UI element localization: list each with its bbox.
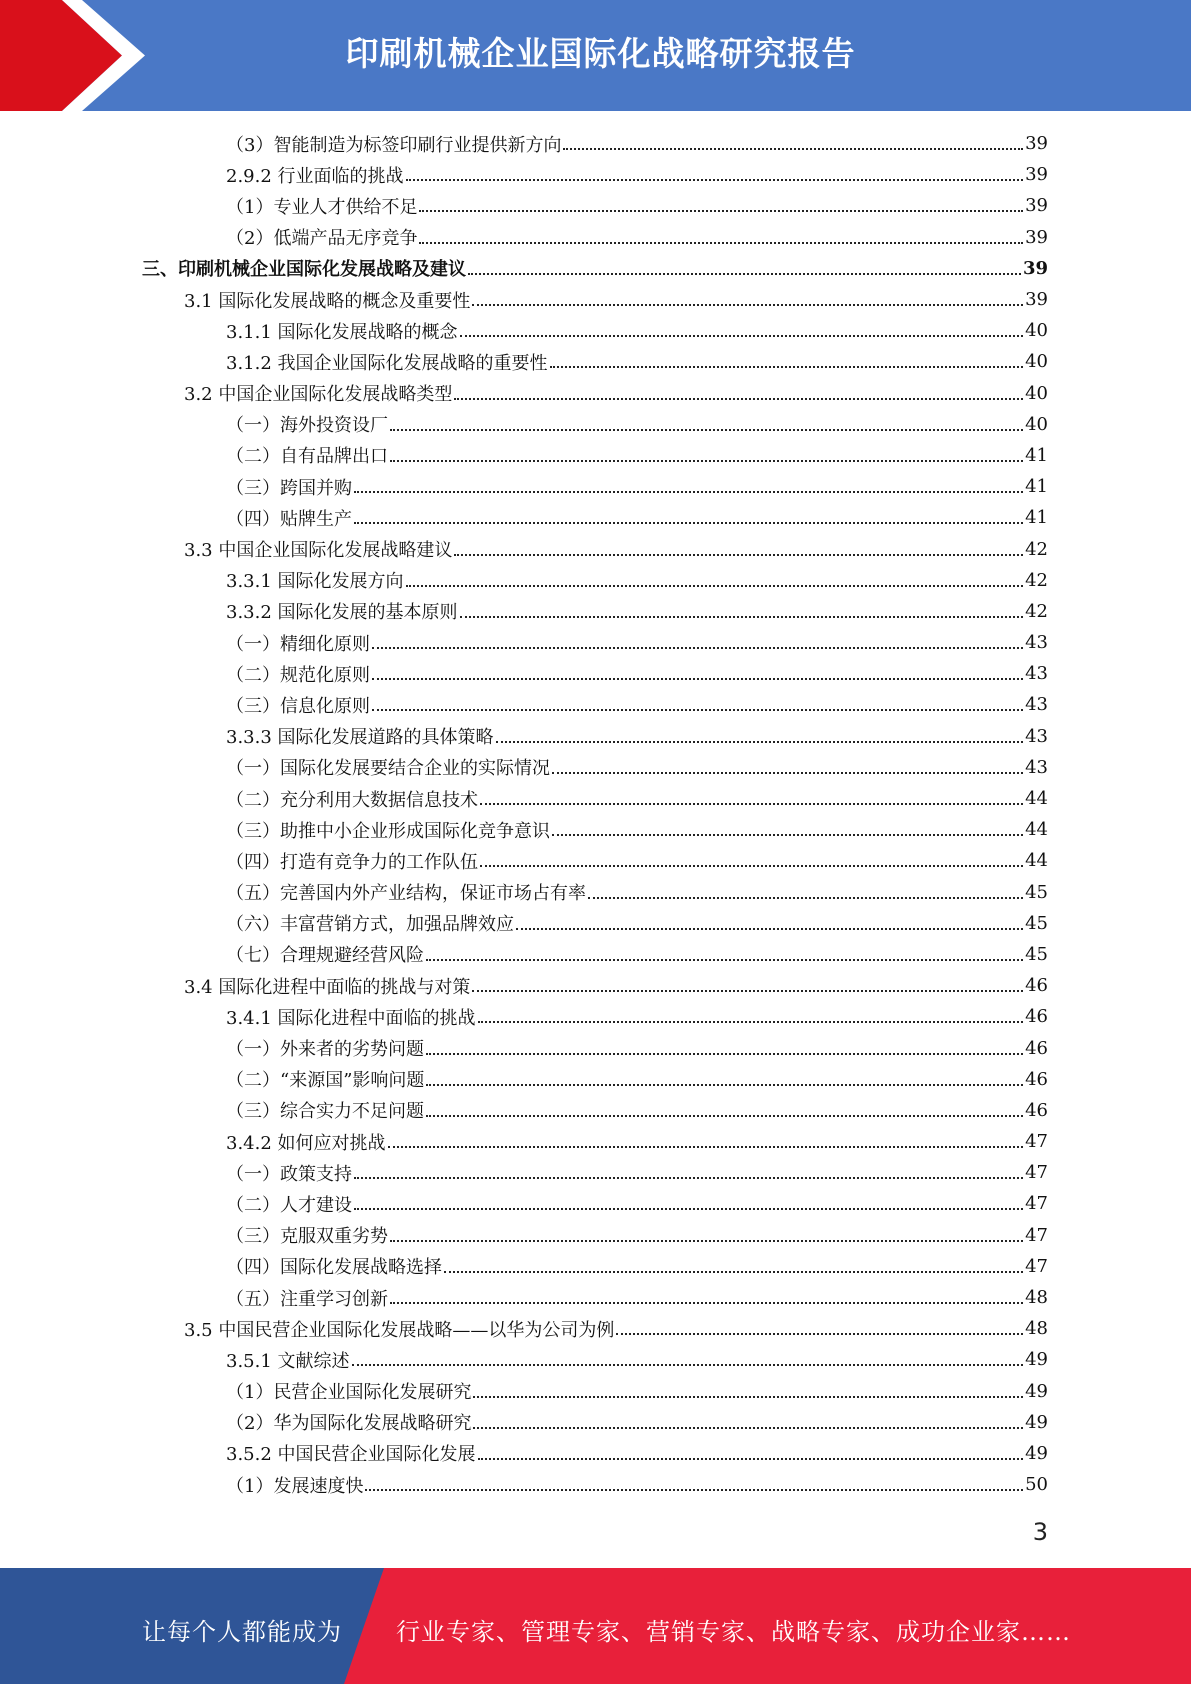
toc-entry-label: （六）丰富营销方式，加强品牌效应 (226, 914, 514, 936)
toc-entry-page-number: 47 (1025, 1162, 1048, 1184)
toc-entry-page-number: 48 (1025, 1287, 1048, 1309)
toc-entry-label: （2）华为国际化发展战略研究 (226, 1413, 472, 1435)
page-number: 3 (1032, 1518, 1048, 1546)
toc-entry-page-number: 39 (1025, 195, 1048, 217)
toc-dot-leader (460, 615, 1024, 618)
toc-dot-leader (588, 896, 1023, 899)
toc-entry-page-number: 43 (1025, 725, 1048, 747)
toc-entry-label: （3）智能制造为标签印刷行业提供新方向 (226, 134, 562, 156)
toc-entry-page-number: 46 (1025, 1068, 1048, 1090)
toc-entry[interactable] (226, 159, 1048, 190)
toc-entry-page-number: 46 (1025, 1006, 1048, 1028)
toc-entry[interactable] (226, 1251, 1048, 1282)
toc-entry-label: （一）海外投资设厂 (226, 415, 388, 437)
toc-dot-leader (460, 334, 1024, 337)
toc-dot-leader (419, 241, 1023, 244)
toc-entry-page-number: 40 (1025, 413, 1048, 435)
toc-entry[interactable] (226, 1188, 1048, 1219)
toc-entry[interactable] (226, 502, 1048, 533)
page-footer (0, 1568, 1191, 1684)
toc-dot-leader (454, 553, 1023, 556)
toc-entry-page-number: 46 (1025, 1099, 1048, 1121)
toc-dot-leader (372, 708, 1023, 711)
toc-entry[interactable] (226, 128, 1048, 159)
toc-entry-label: 3.5.2 中国民营企业国际化发展 (226, 1444, 476, 1466)
toc-entry-page-number: 40 (1025, 351, 1048, 373)
toc-entry-label: 3.2 中国企业国际化发展战略类型 (184, 384, 453, 406)
toc-entry[interactable] (184, 284, 1048, 315)
toc-dot-leader (419, 209, 1023, 212)
toc-entry[interactable] (226, 190, 1048, 221)
toc-entry-label: 3.1 国际化发展战略的概念及重要性 (184, 290, 471, 312)
table-of-contents (0, 128, 1191, 1500)
toc-entry-page-number: 42 (1025, 569, 1048, 591)
toc-entry-page-number: 43 (1025, 663, 1048, 685)
toc-entry[interactable] (226, 1407, 1048, 1438)
toc-dot-leader (354, 1207, 1023, 1210)
toc-dot-leader (552, 771, 1023, 774)
toc-entry-page-number: 49 (1025, 1442, 1048, 1464)
toc-entry-page-number: 40 (1025, 320, 1048, 342)
toc-dot-leader (516, 927, 1023, 930)
toc-entry-label: 3.1.2 我国企业国际化发展战略的重要性 (226, 352, 548, 374)
toc-entry[interactable] (226, 908, 1048, 939)
toc-entry[interactable] (226, 440, 1048, 471)
toc-dot-leader (480, 802, 1023, 805)
toc-entry-page-number: 42 (1025, 538, 1048, 560)
toc-dot-leader (472, 303, 1023, 306)
toc-dot-leader (473, 1395, 1023, 1398)
toc-entry[interactable] (142, 253, 1048, 284)
toc-entry[interactable] (226, 565, 1048, 596)
report-title: 印刷机械企业国际化战略研究报告 (345, 34, 856, 73)
toc-dot-leader (426, 1114, 1023, 1117)
toc-entry-label: （二）规范化原则 (226, 664, 370, 686)
toc-entry-label: （一）精细化原则 (226, 633, 370, 655)
toc-dot-leader (472, 989, 1023, 992)
toc-entry-page-number: 47 (1025, 1131, 1048, 1153)
toc-entry-page-number: 44 (1025, 819, 1048, 841)
toc-entry-label: 3.4 国际化进程中面临的挑战与对策 (184, 976, 471, 998)
toc-entry-page-number: 49 (1025, 1380, 1048, 1402)
toc-entry[interactable] (226, 1157, 1048, 1188)
toc-entry[interactable] (226, 845, 1048, 876)
toc-entry-page-number: 50 (1025, 1474, 1048, 1496)
toc-dot-leader (444, 1270, 1023, 1273)
toc-dot-leader (478, 1457, 1024, 1460)
toc-entry-page-number: 43 (1025, 756, 1048, 778)
toc-entry-label: （一）外来者的劣势问题 (226, 1039, 424, 1061)
toc-entry[interactable] (226, 596, 1048, 627)
toc-dot-leader (426, 1052, 1023, 1055)
toc-entry[interactable] (184, 1313, 1048, 1344)
toc-entry-page-number: 39 (1025, 289, 1048, 311)
toc-entry-page-number: 41 (1025, 507, 1048, 529)
toc-entry[interactable] (226, 1282, 1048, 1313)
toc-dot-leader (473, 1426, 1023, 1429)
toc-dot-leader (390, 1239, 1023, 1242)
toc-dot-leader (426, 958, 1023, 961)
toc-dot-leader (354, 490, 1023, 493)
toc-entry-page-number: 45 (1025, 943, 1048, 965)
toc-entry-label: （二）充分利用大数据信息技术 (226, 789, 478, 811)
toc-entry-page-number: 41 (1025, 476, 1048, 498)
toc-entry-label: （五）完善国内外产业结构，保证市场占有率 (226, 883, 586, 905)
toc-entry[interactable] (184, 533, 1048, 564)
toc-entry[interactable] (226, 689, 1048, 720)
toc-entry-label: （二）人才建设 (226, 1194, 352, 1216)
toc-entry-page-number: 46 (1025, 1037, 1048, 1059)
toc-entry[interactable] (226, 939, 1048, 970)
toc-entry[interactable] (226, 1064, 1048, 1095)
toc-entry-page-number: 39 (1025, 133, 1048, 155)
toc-entry-label: （二）自有品牌出口 (226, 446, 388, 468)
toc-entry-label: 3.3 中国企业国际化发展战略建议 (184, 540, 453, 562)
toc-entry-page-number: 39 (1025, 226, 1048, 248)
toc-entry[interactable] (226, 222, 1048, 253)
toc-dot-leader (388, 1145, 1024, 1148)
toc-entry[interactable] (226, 627, 1048, 658)
toc-entry-page-number: 41 (1025, 444, 1048, 466)
toc-entry[interactable] (226, 1095, 1048, 1126)
toc-entry[interactable] (226, 1220, 1048, 1251)
page-header (0, 0, 1191, 111)
toc-entry[interactable] (226, 721, 1048, 752)
toc-entry-page-number: 40 (1025, 382, 1048, 404)
toc-entry-label: （一）政策支持 (226, 1163, 352, 1185)
toc-entry-page-number: 49 (1025, 1349, 1048, 1371)
toc-entry-page-number: 44 (1025, 850, 1048, 872)
toc-entry-label: （三）助推中小企业形成国际化竞争意识 (226, 820, 550, 842)
toc-entry-page-number: 39 (1022, 257, 1048, 279)
toc-entry-label: （五）注重学习创新 (226, 1288, 388, 1310)
toc-dot-leader (454, 397, 1023, 400)
toc-entry-page-number: 47 (1025, 1193, 1048, 1215)
toc-dot-leader (390, 459, 1023, 462)
toc-entry[interactable] (226, 1469, 1048, 1500)
toc-dot-leader (616, 1332, 1023, 1335)
toc-entry-label: （四）国际化发展战略选择 (226, 1257, 442, 1279)
toc-entry[interactable] (226, 814, 1048, 845)
toc-dot-leader (550, 365, 1024, 368)
toc-dot-leader (480, 864, 1023, 867)
toc-entry-page-number: 39 (1025, 164, 1048, 186)
toc-entry-label: （四）贴牌生产 (226, 508, 352, 530)
toc-dot-leader (390, 1301, 1023, 1304)
toc-entry-label: （三）信息化原则 (226, 695, 370, 717)
toc-entry[interactable] (226, 1344, 1048, 1375)
toc-entry-label: （三）克服双重劣势 (226, 1226, 388, 1248)
toc-entry-label: 3.3.2 国际化发展的基本原则 (226, 602, 458, 624)
toc-dot-leader (372, 646, 1023, 649)
toc-dot-leader (563, 147, 1023, 150)
toc-dot-leader (496, 740, 1024, 743)
toc-entry-page-number: 44 (1025, 788, 1048, 810)
toc-dot-leader (365, 1488, 1023, 1491)
toc-entry[interactable] (226, 1032, 1048, 1063)
toc-entry-label: 3.5 中国民营企业国际化发展战略——以华为公司为例 (184, 1319, 615, 1341)
toc-entry-label: （三）跨国并购 (226, 477, 352, 499)
toc-entry-label: 3.4.1 国际化进程中面临的挑战 (226, 1007, 476, 1029)
toc-entry-page-number: 45 (1025, 881, 1048, 903)
toc-entry[interactable] (226, 315, 1048, 346)
toc-entry-label: （七）合理规避经营风险 (226, 945, 424, 967)
toc-entry-page-number: 48 (1025, 1318, 1048, 1340)
toc-dot-leader (354, 521, 1023, 524)
toc-entry[interactable] (226, 409, 1048, 440)
toc-dot-leader (426, 1083, 1023, 1086)
toc-dot-leader (354, 1176, 1023, 1179)
toc-entry-label: 3.3.3 国际化发展道路的具体策略 (226, 727, 494, 749)
toc-entry-page-number: 47 (1025, 1224, 1048, 1246)
toc-entry-label: （一）国际化发展要结合企业的实际情况 (226, 758, 550, 780)
toc-entry[interactable] (226, 752, 1048, 783)
toc-dot-leader (352, 1363, 1024, 1366)
toc-entry-label: 3.5.1 文献综述 (226, 1350, 350, 1372)
toc-entry[interactable] (226, 1126, 1048, 1157)
toc-entry-page-number: 47 (1025, 1255, 1048, 1277)
toc-dot-leader (406, 178, 1024, 181)
toc-entry-label: （1）发展速度快 (226, 1475, 364, 1497)
toc-dot-leader (478, 1020, 1024, 1023)
toc-entry-label: （1）专业人才供给不足 (226, 196, 418, 218)
toc-entry-page-number: 46 (1025, 975, 1048, 997)
toc-entry[interactable] (226, 471, 1048, 502)
toc-entry[interactable] (226, 658, 1048, 689)
toc-entry-page-number: 43 (1025, 694, 1048, 716)
toc-entry-label: 3.1.1 国际化发展战略的概念 (226, 321, 458, 343)
toc-entry[interactable] (226, 783, 1048, 814)
toc-entry-label: 3.3.1 国际化发展方向 (226, 571, 404, 593)
toc-entry-label: 三、印刷机械企业国际化发展战略及建议 (142, 259, 466, 281)
toc-entry-label: 3.4.2 如何应对挑战 (226, 1132, 386, 1154)
toc-dot-leader (468, 272, 1021, 275)
toc-entry[interactable] (226, 346, 1048, 377)
toc-entry-page-number: 45 (1025, 912, 1048, 934)
toc-entry[interactable] (226, 1438, 1048, 1469)
toc-entry-label: （1）民营企业国际化发展研究 (226, 1382, 472, 1404)
toc-entry-label: 2.9.2 行业面临的挑战 (226, 165, 404, 187)
toc-dot-leader (390, 428, 1023, 431)
toc-dot-leader (372, 677, 1023, 680)
footer-slogan-left: 让每个人都能成为 (142, 1618, 342, 1646)
toc-entry-label: （2）低端产品无序竞争 (226, 228, 418, 250)
toc-entry-page-number: 43 (1025, 632, 1048, 654)
toc-entry[interactable] (184, 378, 1048, 409)
toc-entry[interactable] (184, 970, 1048, 1001)
toc-entry[interactable] (226, 1001, 1048, 1032)
footer-slogan-right: 行业专家、管理专家、营销专家、战略专家、成功企业家…… (396, 1618, 1071, 1646)
toc-entry[interactable] (226, 877, 1048, 908)
toc-entry-label: （四）打造有竞争力的工作队伍 (226, 851, 478, 873)
toc-dot-leader (406, 584, 1024, 587)
toc-entry-page-number: 49 (1025, 1411, 1048, 1433)
toc-dot-leader (552, 833, 1023, 836)
toc-entry-label: （三）综合实力不足问题 (226, 1101, 424, 1123)
toc-entry-page-number: 42 (1025, 600, 1048, 622)
toc-entry-label: （二）“来源国”影响问题 (226, 1070, 425, 1092)
toc-entry[interactable] (226, 1376, 1048, 1407)
